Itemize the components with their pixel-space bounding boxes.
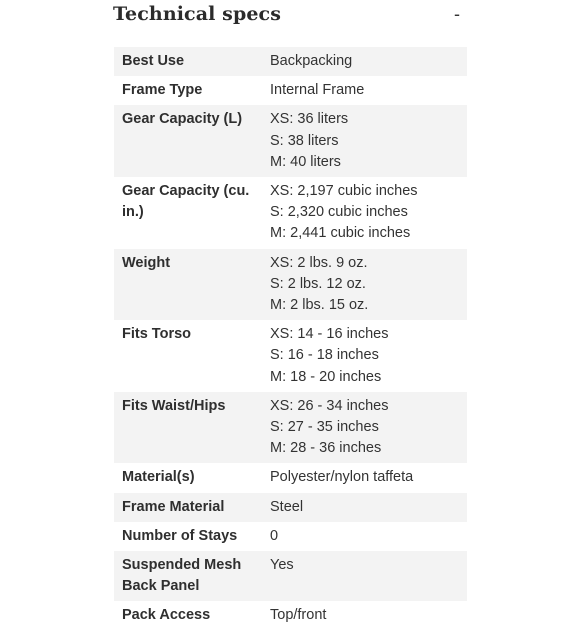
spec-value <box>262 249 467 321</box>
spec-label: Gear Capacity (L) <box>114 105 262 177</box>
section-title: Technical specs <box>113 3 282 25</box>
specs-table <box>114 47 467 631</box>
spec-value-line: Steel <box>270 498 304 515</box>
spec-label: Frame Material <box>114 493 262 522</box>
spec-value <box>262 392 467 464</box>
spec-row <box>114 76 467 105</box>
spec-label: Fits Waist/Hips <box>114 392 262 464</box>
spec-value-line: M: 40 liters <box>270 153 341 170</box>
spec-value <box>262 601 467 630</box>
spec-value-line: XS: 2 lbs. 9 oz. <box>270 254 368 271</box>
spec-value-line: S: 38 liters <box>270 132 339 149</box>
technical-specs-header[interactable] <box>113 0 468 32</box>
spec-value-line: XS: 26 - 34 inches <box>270 397 389 414</box>
spec-label: Number of Stays <box>122 527 238 544</box>
spec-value-line: Internal Frame <box>270 82 365 99</box>
spec-row <box>114 249 467 321</box>
spec-row <box>114 551 467 601</box>
spec-label: Weight <box>114 249 262 321</box>
spec-row <box>114 47 467 76</box>
spec-row <box>114 493 467 522</box>
spec-row <box>114 522 467 551</box>
spec-value-line: S: 2 lbs. 12 oz. <box>270 275 366 292</box>
spec-label: Fits Torso <box>122 326 192 343</box>
spec-value-line: XS: 36 liters <box>270 111 349 128</box>
collapse-toggle-icon[interactable]: - <box>454 4 460 24</box>
spec-value <box>262 105 467 177</box>
spec-value <box>262 320 467 392</box>
spec-value-line: S: 16 - 18 inches <box>270 347 379 364</box>
spec-value-line: 0 <box>270 527 279 544</box>
spec-value-line: XS: 14 - 16 inches <box>270 326 389 343</box>
spec-row <box>114 392 467 464</box>
spec-label: Best Use <box>114 47 262 76</box>
spec-value <box>262 47 467 76</box>
spec-value <box>262 177 467 249</box>
spec-value-line: Yes <box>270 557 294 574</box>
spec-value-line: M: 28 - 36 inches <box>270 440 382 457</box>
spec-value <box>262 76 467 105</box>
spec-value-line: M: 2 lbs. 15 oz. <box>270 297 369 314</box>
spec-label: Pack Access <box>122 607 211 624</box>
spec-row <box>114 463 467 492</box>
spec-label: Gear Capacity (cu. in.) <box>122 183 250 221</box>
spec-value <box>262 522 467 551</box>
spec-row <box>114 105 467 177</box>
spec-label: Suspended Mesh Back Panel <box>114 551 262 601</box>
spec-value-line: XS: 2,197 cubic inches <box>270 183 418 200</box>
spec-row <box>114 601 467 630</box>
spec-row <box>114 320 467 392</box>
spec-value-line: Top/front <box>270 607 327 624</box>
spec-value-line: S: 27 - 35 inches <box>270 419 379 436</box>
spec-value-line: Backpacking <box>270 53 353 69</box>
spec-label: Frame Type <box>122 82 203 99</box>
spec-value-line: M: 18 - 20 inches <box>270 368 382 385</box>
spec-value-line: Polyester/nylon taffeta <box>270 469 414 486</box>
spec-value-line: M: 2,441 cubic inches <box>270 225 411 242</box>
spec-row <box>114 177 467 249</box>
spec-value <box>262 551 467 601</box>
spec-value <box>262 463 467 492</box>
spec-value-line: S: 2,320 cubic inches <box>270 204 408 221</box>
spec-value <box>262 493 467 522</box>
spec-label: Material(s) <box>122 469 195 486</box>
